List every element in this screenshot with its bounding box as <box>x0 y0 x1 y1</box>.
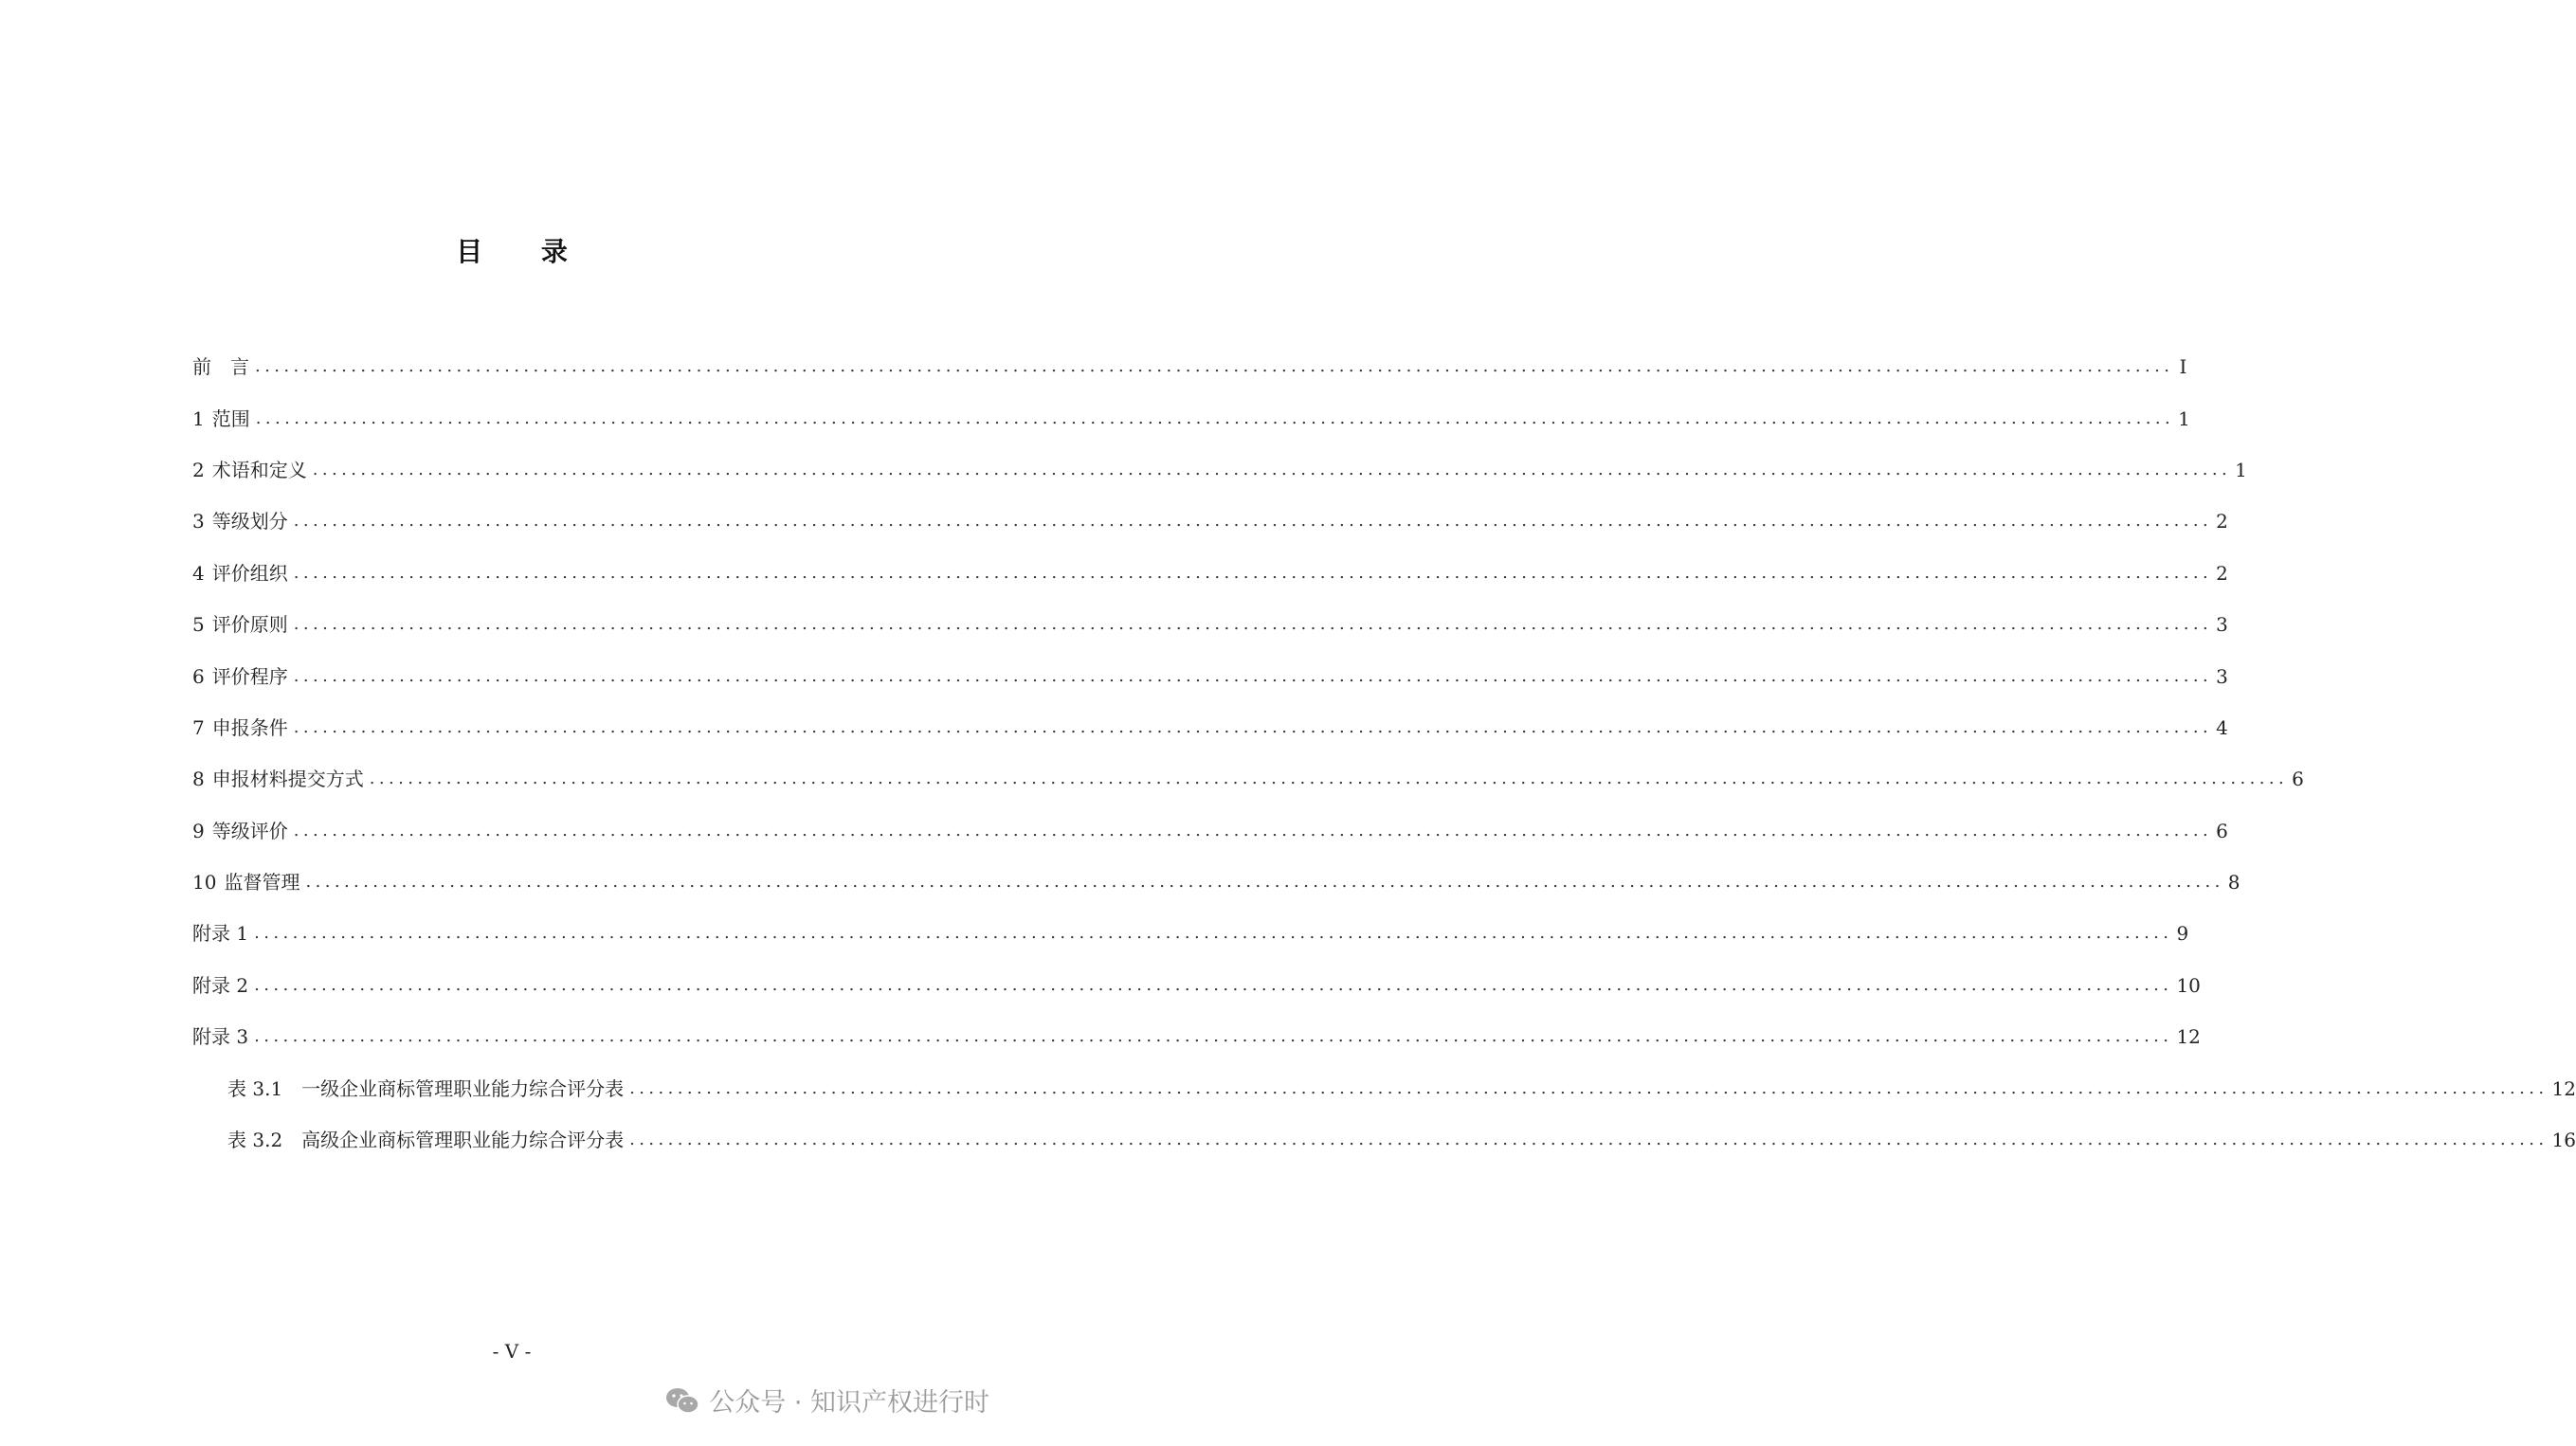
toc-entry-label: 监督管理 <box>224 871 300 895</box>
toc-entry-number: 7 <box>192 715 205 739</box>
toc-dot-leader: ........................................................................................................................................................................................................ <box>629 1077 2549 1098</box>
toc-entry-number: 1 <box>192 407 205 430</box>
toc-entry-number: 9 <box>192 819 205 842</box>
toc-entry-page: 1 <box>2178 407 2190 430</box>
toc-entry-label: 表 3.1 一级企业商标管理职业能力综合评分表 <box>227 1076 625 1100</box>
toc-entry[interactable] <box>192 805 2228 857</box>
toc-entry-label: 评价原则 <box>211 613 288 637</box>
toc-dot-leader: ........................................................................................................................................................................................................ <box>255 407 2175 428</box>
toc-entry[interactable] <box>192 753 2304 804</box>
toc-entry[interactable] <box>192 1011 2201 1062</box>
toc-entry[interactable] <box>192 392 2190 443</box>
toc-entry-number: 10 <box>192 871 217 895</box>
toc-entry-page: 2 <box>2216 510 2228 533</box>
toc-dot-leader: ........................................................................................................................................................................................................ <box>293 716 2213 737</box>
toc-dot-leader: ........................................................................................................................................................................................................ <box>369 768 2289 789</box>
toc-entry-page: 8 <box>2227 871 2240 895</box>
toc-dot-leader: ........................................................................................................................................................................................................ <box>305 872 2224 893</box>
toc-entry-page: 16 <box>2551 1129 2576 1152</box>
toc-entry[interactable] <box>192 1114 2576 1166</box>
watermark <box>665 1382 989 1419</box>
toc-entry-page: 9 <box>2176 922 2189 946</box>
toc-dot-leader: ........................................................................................................................................................................................................ <box>293 562 2213 583</box>
watermark-text: 公众号 · 知识产权进行时 <box>709 1388 989 1418</box>
toc-dot-leader: ........................................................................................................................................................................................................ <box>293 511 2213 532</box>
toc-entry-label: 附录 3 <box>192 1025 249 1049</box>
toc-entry-page: 3 <box>2216 613 2228 637</box>
toc-entry-page: 1 <box>2235 458 2247 481</box>
toc-entry[interactable] <box>192 857 2240 908</box>
toc-entry-number: 2 <box>192 458 205 481</box>
toc-entry-number: 6 <box>192 664 205 688</box>
toc-entry[interactable] <box>192 960 2201 1011</box>
toc-dot-leader: ........................................................................................................................................................................................................ <box>293 820 2213 840</box>
toc-entry-label: 等级评价 <box>211 819 288 842</box>
toc-entry-page: 4 <box>2216 715 2228 739</box>
toc-entry[interactable] <box>192 496 2228 547</box>
toc-entry-page: 2 <box>2216 561 2228 585</box>
toc-entry-label: 申报条件 <box>211 715 288 739</box>
toc-entry[interactable] <box>192 444 2247 496</box>
toc-entry-page: 10 <box>2176 973 2201 997</box>
toc-entry-page: I <box>2179 355 2187 379</box>
toc-entry-page: 6 <box>2292 768 2304 791</box>
wechat-icon <box>665 1386 699 1415</box>
toc-entry-label: 表 3.2 高级企业商标管理职业能力综合评分表 <box>227 1129 625 1152</box>
page-title: 目 录 <box>456 236 592 267</box>
toc-entry[interactable] <box>192 341 2187 392</box>
toc-dot-leader: ........................................................................................................................................................................................................ <box>254 974 2173 995</box>
toc-entry-label: 前 言 <box>192 355 249 379</box>
toc-entry-page: 3 <box>2216 664 2228 688</box>
page-number: - V - <box>492 1340 532 1363</box>
toc-entry-number: 4 <box>192 561 205 585</box>
toc-dot-leader: ........................................................................................................................................................................................................ <box>254 1026 2173 1047</box>
toc-entry-label: 范围 <box>211 407 250 430</box>
toc-dot-leader: ........................................................................................................................................................................................................ <box>312 459 2232 479</box>
toc-entry-label: 申报材料提交方式 <box>211 768 364 791</box>
toc-entry-label: 评价组织 <box>211 561 288 585</box>
toc-dot-leader: ........................................................................................................................................................................................................ <box>293 614 2213 635</box>
toc-entry-label: 附录 2 <box>192 973 249 997</box>
toc-entry-label: 等级划分 <box>211 510 288 533</box>
toc-dot-leader: ........................................................................................................................................................................................................ <box>255 356 2174 377</box>
toc-dot-leader: ........................................................................................................................................................................................................ <box>293 665 2213 686</box>
toc-entry-label: 评价程序 <box>211 664 288 688</box>
toc-entry-label: 附录 1 <box>192 922 249 946</box>
toc-entry[interactable] <box>192 548 2228 599</box>
toc-entry-page: 12 <box>2551 1076 2576 1100</box>
toc-entry[interactable] <box>192 1062 2576 1113</box>
toc-entry[interactable] <box>192 650 2228 701</box>
toc-entry-number: 3 <box>192 510 205 533</box>
table-of-contents <box>192 341 2576 1166</box>
toc-dot-leader: ........................................................................................................................................................................................................ <box>629 1130 2549 1150</box>
toc-entry-page: 12 <box>2176 1025 2201 1049</box>
toc-entry-number: 5 <box>192 613 205 637</box>
toc-entry-page: 6 <box>2216 819 2228 842</box>
toc-entry-number: 8 <box>192 768 205 791</box>
toc-entry[interactable] <box>192 702 2228 753</box>
toc-entry[interactable] <box>192 599 2228 650</box>
toc-dot-leader: ........................................................................................................................................................................................................ <box>254 923 2173 944</box>
toc-entry[interactable] <box>192 908 2189 959</box>
toc-entry-label: 术语和定义 <box>211 458 307 481</box>
